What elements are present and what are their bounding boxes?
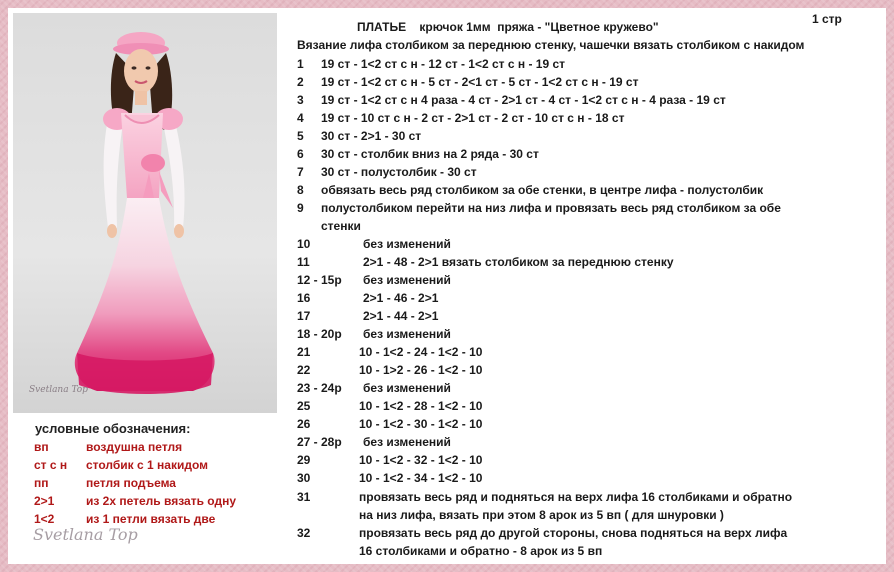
legend-symbol: ст с н — [34, 458, 68, 472]
legend-text: воздушна петля — [86, 440, 183, 454]
legend-symbol: 2>1 — [34, 494, 55, 508]
doll-photo — [13, 13, 277, 413]
legend-text: петля подъема — [86, 476, 176, 490]
legend-text: столбик с 1 накидом — [86, 458, 209, 472]
doll-illustration — [13, 13, 277, 413]
page-title: ПЛАТЬЕ крючок 1мм пряжа - "Цветное кружево" — [357, 20, 659, 34]
legend-symbol: 1<2 — [34, 512, 55, 526]
face — [124, 49, 158, 93]
legend-item — [34, 512, 215, 526]
page-number: 1 стр — [812, 12, 842, 26]
legend-symbol: пп — [34, 476, 49, 490]
legend-text: из 1 петли вязать две — [86, 512, 216, 526]
legend-item — [34, 494, 236, 508]
legend-text: из 2х петель вязать одну — [86, 494, 237, 508]
sleeve-left — [104, 113, 123, 228]
legend-item — [34, 440, 182, 454]
intro-text: Вязание лифа столбиком за переднюю стенку, чашечки вязать столбиком с накидом — [297, 38, 805, 52]
legend — [20, 418, 276, 552]
legend-item — [34, 476, 176, 490]
legend-item — [34, 458, 208, 472]
photo-signature: Svetlana Top — [29, 385, 88, 395]
sleeve-right — [163, 113, 185, 228]
legend-signature: Svetlana Top — [33, 525, 138, 544]
legend-symbol: вп — [34, 440, 49, 454]
legend-title: условные обозначения: — [35, 421, 191, 436]
